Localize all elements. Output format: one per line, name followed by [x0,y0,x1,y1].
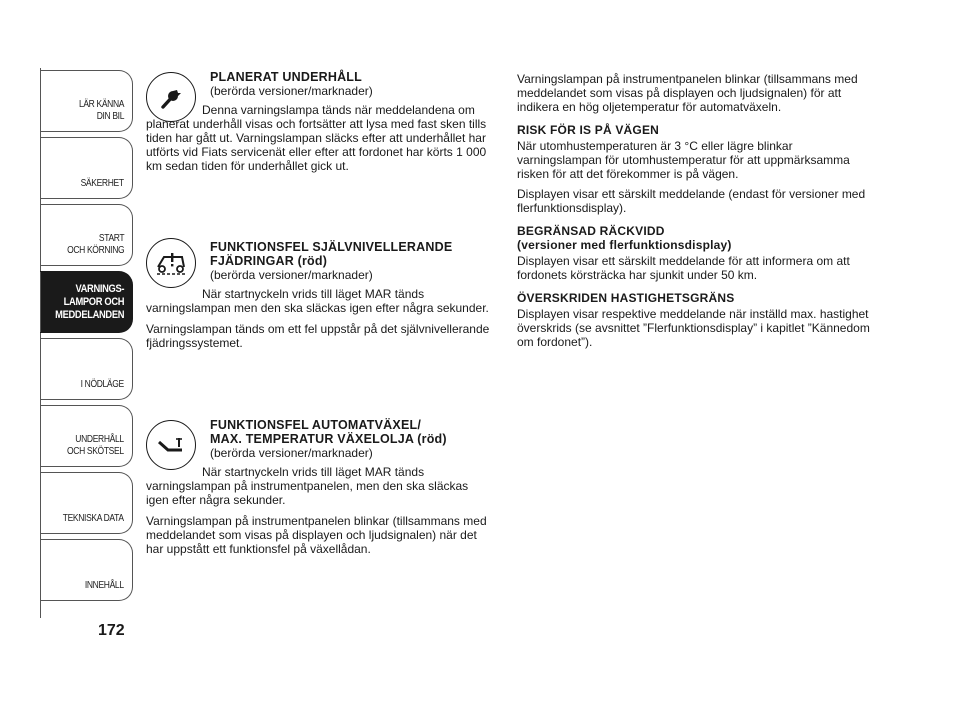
section-title: PLANERAT UNDERHÅLL [210,70,362,84]
section-subtitle: (berörda versioner/marknader) [210,84,373,98]
tab-tekniska-data[interactable] [40,472,133,534]
suspension-warning-icon [146,238,196,288]
tab-underhall-och-skotsel[interactable] [40,405,133,467]
paragraph: Varningslampan på instrumentpanelen blinkar (tillsammans med meddelandet som visas på displayen och ljudsignalen) när det har uppstått ett funktionsfel på växellådan. [146,514,487,556]
tab-label: INNEHÅLL [85,580,124,591]
tab-i-nodlage[interactable] [40,338,133,400]
heading-risk-for-is: RISK FÖR IS PÅ VÄGEN [517,123,660,137]
paragraph: Denna varningslampa tänds när meddelandena om planerat underhåll visas och fortsätter att lysa med fast sken tills tiden har gått ut. Varningslampan släcks efter att underhållet har utförts vid Fiats servicenät eller efter att fordonet har körts 1 000 km sedan tiden för underhållet gick ut. [146,103,487,173]
tab-label: SÄKERHET [80,178,124,189]
gearbox-oil-temperature-icon [146,420,196,470]
tab-label: TEKNISKA DATA [63,513,124,524]
tab-label: UNDERHÅLL OCH SKÖTSEL [67,434,124,457]
page-number: 172 [98,622,125,639]
wrench-icon [146,72,196,122]
tab-varningslampor-och-meddelanden[interactable] [40,271,133,333]
tab-label: LÄR KÄNNA DIN BIL [78,99,124,122]
section-title: FUNKTIONSFEL AUTOMATVÄXEL/ [210,418,421,432]
section-title: FUNKTIONSFEL SJÄLVNIVELLERANDE [210,240,453,254]
tab-start-och-korning[interactable] [40,204,133,266]
heading-begransad-rackvidd-sub: (versioner med flerfunktionsdisplay) [517,238,732,252]
paragraph: Displayen visar ett särskilt meddelande (endast för versioner med flerfunktionsdisplay). [517,187,866,215]
paragraph: Displayen visar respektive meddelande när inställd max. hastighet överskrids (se avsnittet ”Flerfunktionsdisplay” i kapitlet ”Kännedom om fordonet”). [517,307,870,349]
paragraph: Displayen visar ett särskilt meddelande för att informera om att fordonets körsträcka har sjunkit under 50 km. [517,254,850,282]
heading-begransad-rackvidd: BEGRÄNSAD RÄCKVIDD [517,224,665,238]
tab-innehall[interactable] [40,539,133,601]
paragraph: När startnyckeln vrids till läget MAR tänds varningslampan på instrumentpanelen, men den ska släckas igen efter några sekunder. [146,465,469,507]
section-planerat-underhall [146,70,491,210]
paragraph: När startnyckeln vrids till läget MAR tänds varningslampan men den ska släckas igen efter några sekunder. [146,287,489,315]
section-subtitle: (berörda versioner/marknader) [210,446,373,460]
section-title: MAX. TEMPERATUR VÄXELOLJA (röd) [210,432,447,446]
section-title: FJÄDRINGAR (röd) [210,254,328,268]
section-automatvaxel [146,418,491,556]
section-sjalvnivellerande-fjadringar [146,240,491,390]
right-column [517,72,872,355]
paragraph: När utomhustemperaturen är 3 °C eller lägre blinkar varningslampan för utomhustemperatur för att uppmärksamma risken för att det förekommer is på vägen. [517,139,850,181]
left-column [146,70,491,563]
tab-sakerhet[interactable] [40,137,133,199]
tab-label: I NÖDLÄGE [80,379,124,390]
section-subtitle: (berörda versioner/marknader) [210,268,373,282]
heading-overskriden-hastighetsgrans: ÖVERSKRIDEN HASTIGHETSGRÄNS [517,291,735,305]
paragraph: Varningslampan på instrumentpanelen blinkar (tillsammans med meddelandet som visas på displayen och ljudsignalen) för att indikera en hög oljetemperatur för automatväxeln. [517,72,858,114]
chapter-tabs [40,70,133,606]
tab-label: VARNINGS- LAMPOR OCH MEDDELANDEN [55,282,124,321]
tab-label: START OCH KÖRNING [66,233,124,256]
paragraph: Varningslampan tänds om ett fel uppstår på det självnivellerande fjädringssystemet. [146,322,490,350]
tab-lar-kanna-din-bil[interactable] [40,70,133,132]
